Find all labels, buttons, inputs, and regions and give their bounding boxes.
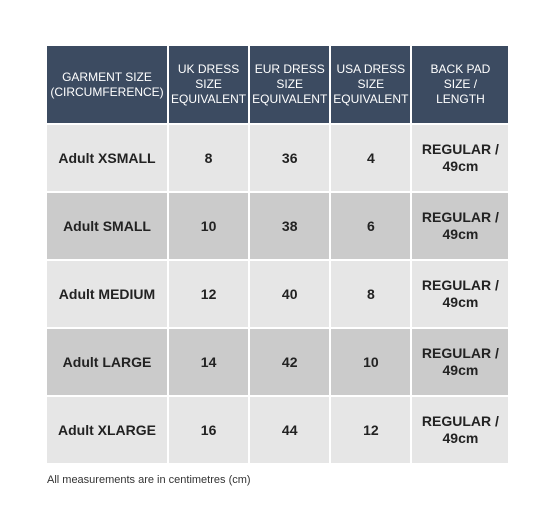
- eur-size-cell: 42: [250, 329, 329, 395]
- table-row: [47, 261, 508, 327]
- garment-size-cell: Adult SMALL: [47, 193, 167, 259]
- garment-size-cell: Adult MEDIUM: [47, 261, 167, 327]
- uk-size-cell: 10: [169, 193, 248, 259]
- eur-size-cell: 44: [250, 397, 329, 463]
- uk-size-cell: 16: [169, 397, 248, 463]
- size-chart-table: [45, 44, 510, 465]
- back-pad-cell: REGULAR / 49cm: [412, 261, 508, 327]
- table-row: [47, 397, 508, 463]
- uk-size-cell: 14: [169, 329, 248, 395]
- table-row: [47, 329, 508, 395]
- usa-size-cell: 8: [331, 261, 410, 327]
- table-row: [47, 125, 508, 191]
- back-pad-cell: REGULAR / 49cm: [412, 193, 508, 259]
- usa-size-cell: 4: [331, 125, 410, 191]
- header-garment-size: GARMENT SIZE (CIRCUMFERENCE): [47, 46, 167, 123]
- eur-size-cell: 36: [250, 125, 329, 191]
- header-uk-dress-size: UK DRESS SIZE EQUIVALENT: [169, 46, 248, 123]
- back-pad-cell: REGULAR / 49cm: [412, 397, 508, 463]
- garment-size-cell: Adult XSMALL: [47, 125, 167, 191]
- header-back-pad-size: BACK PAD SIZE / LENGTH: [412, 46, 508, 123]
- back-pad-cell: REGULAR / 49cm: [412, 329, 508, 395]
- usa-size-cell: 12: [331, 397, 410, 463]
- table-header-row: [47, 46, 508, 123]
- eur-size-cell: 40: [250, 261, 329, 327]
- back-pad-cell: REGULAR / 49cm: [412, 125, 508, 191]
- uk-size-cell: 8: [169, 125, 248, 191]
- measurement-footnote: All measurements are in centimetres (cm): [47, 474, 251, 486]
- header-usa-dress-size: USA DRESS SIZE EQUIVALENT: [331, 46, 410, 123]
- header-eur-dress-size: EUR DRESS SIZE EQUIVALENT: [250, 46, 329, 123]
- garment-size-cell: Adult XLARGE: [47, 397, 167, 463]
- uk-size-cell: 12: [169, 261, 248, 327]
- usa-size-cell: 10: [331, 329, 410, 395]
- usa-size-cell: 6: [331, 193, 410, 259]
- eur-size-cell: 38: [250, 193, 329, 259]
- garment-size-cell: Adult LARGE: [47, 329, 167, 395]
- table-row: [47, 193, 508, 259]
